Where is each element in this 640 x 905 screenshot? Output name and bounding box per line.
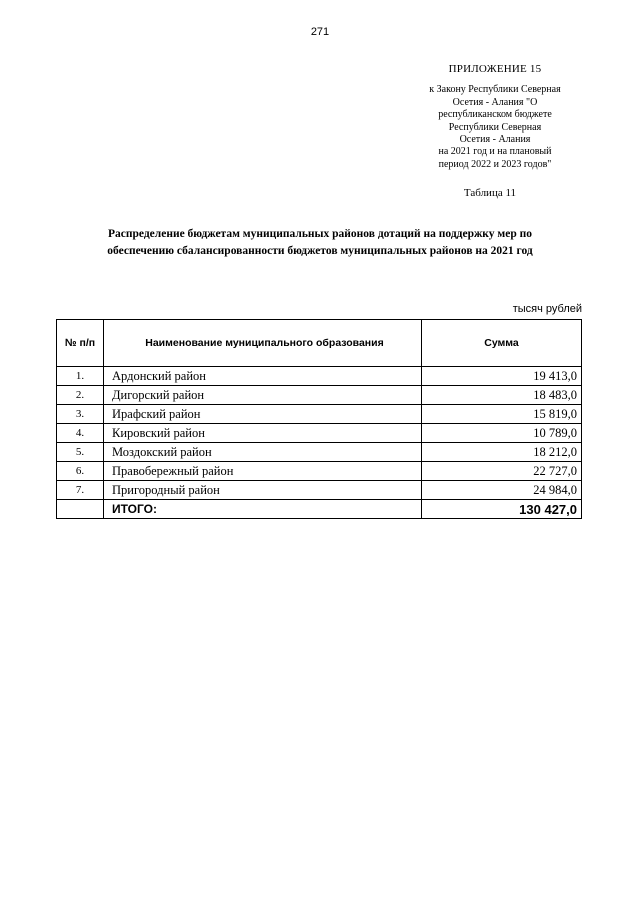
table-total-row	[57, 500, 582, 519]
table-header-row	[57, 320, 582, 367]
row-number: 5.	[57, 443, 104, 462]
row-number: 2.	[57, 386, 104, 405]
row-name: Правобережный район	[104, 462, 422, 481]
row-sum: 22 727,0	[422, 462, 582, 481]
document-title	[60, 226, 580, 260]
row-sum: 18 483,0	[422, 386, 582, 405]
row-name: Кировский район	[104, 424, 422, 443]
row-name: Моздокский район	[104, 443, 422, 462]
table-row	[57, 367, 582, 386]
units-label: тысяч рублей	[512, 303, 582, 315]
appendix-block	[400, 63, 590, 171]
table-row	[57, 481, 582, 500]
row-sum: 15 819,0	[422, 405, 582, 424]
appendix-line: Республики Северная	[448, 121, 542, 133]
appendix-line: к Закону Республики Северная	[429, 84, 561, 96]
row-number: 1.	[57, 367, 104, 386]
appendix-line: Осетия - Алания "О	[452, 96, 538, 108]
appendix-line: на 2021 год и на плановый	[438, 146, 552, 158]
page-number: 271	[310, 26, 330, 38]
row-sum: 19 413,0	[422, 367, 582, 386]
header-name: Наименование муниципального образования	[104, 320, 422, 367]
row-name: Пригородный район	[104, 481, 422, 500]
row-name: Ардонский район	[104, 367, 422, 386]
table-row	[57, 386, 582, 405]
appendix-line: республиканском бюджете	[438, 109, 552, 121]
table-row	[57, 443, 582, 462]
appendix-title: ПРИЛОЖЕНИЕ 15	[448, 63, 542, 75]
appendix-line: период 2022 и 2023 годов"	[438, 158, 552, 170]
row-name: Ирафский район	[104, 405, 422, 424]
row-number: 6.	[57, 462, 104, 481]
row-sum: 24 984,0	[422, 481, 582, 500]
header-number: № п/п	[57, 320, 104, 367]
table-row	[57, 462, 582, 481]
total-label: ИТОГО:	[104, 500, 422, 519]
appendix-line: Осетия - Алания	[459, 134, 531, 146]
document-title-line-2: обеспечению сбалансированности бюджетов муниципальных районов на 2021 год	[107, 245, 533, 257]
row-name: Дигорский район	[104, 386, 422, 405]
table-row	[57, 405, 582, 424]
table-row	[57, 424, 582, 443]
row-number: 4.	[57, 424, 104, 443]
distribution-table	[56, 319, 582, 519]
row-sum: 18 212,0	[422, 443, 582, 462]
header-sum: Сумма	[422, 320, 582, 367]
document-title-line-1: Распределение бюджетам муниципальных районов дотаций на поддержку мер по	[108, 228, 532, 240]
table-label: Таблица 11	[463, 187, 517, 199]
row-number: 3.	[57, 405, 104, 424]
total-number-empty	[57, 500, 104, 519]
total-sum: 130 427,0	[422, 500, 582, 519]
row-sum: 10 789,0	[422, 424, 582, 443]
row-number: 7.	[57, 481, 104, 500]
